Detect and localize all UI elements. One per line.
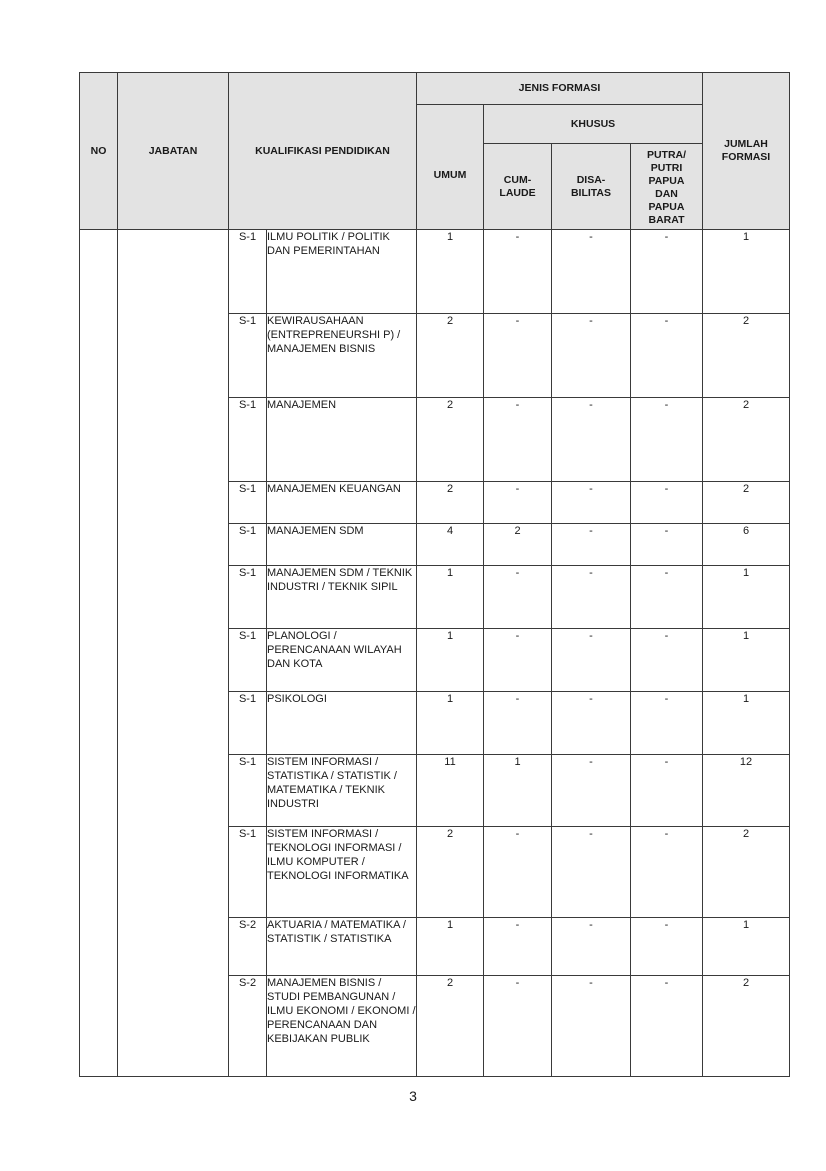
umum-cell: 1: [417, 692, 484, 755]
papua-cell: -: [631, 755, 703, 827]
umum-cell: 2: [417, 482, 484, 524]
papua-cell: -: [631, 566, 703, 629]
disabilitas-cell: -: [552, 524, 631, 566]
umum-cell: 1: [417, 629, 484, 692]
level-cell: S-1: [229, 566, 267, 629]
level-cell: S-1: [229, 629, 267, 692]
jumlah-cell: 6: [703, 524, 790, 566]
header-umum: UMUM: [417, 105, 484, 230]
papua-cell: -: [631, 314, 703, 398]
jumlah-cell: 2: [703, 314, 790, 398]
papua-cell: -: [631, 398, 703, 482]
cumlaude-cell: -: [484, 566, 552, 629]
disabilitas-cell: -: [552, 976, 631, 1077]
level-cell: S-1: [229, 398, 267, 482]
umum-cell: 2: [417, 976, 484, 1077]
umum-cell: 1: [417, 230, 484, 314]
jumlah-cell: 1: [703, 918, 790, 976]
page-number: 3: [409, 1088, 417, 1104]
header-kualifikasi: KUALIFIKASI PENDIDIKAN: [229, 73, 417, 230]
disabilitas-cell: -: [552, 692, 631, 755]
level-cell: S-1: [229, 827, 267, 918]
header-jumlah: JUMLAH FORMASI: [703, 73, 790, 230]
disabilitas-cell: -: [552, 314, 631, 398]
kualifikasi-cell: AKTUARIA / MATEMATIKA / STATISTIK / STATISTIKA: [267, 918, 417, 976]
cumlaude-cell: -: [484, 692, 552, 755]
kualifikasi-cell: MANAJEMEN SDM: [267, 524, 417, 566]
papua-cell: -: [631, 918, 703, 976]
kualifikasi-cell: PLANOLOGI / PERENCANAAN WILAYAH DAN KOTA: [267, 629, 417, 692]
level-cell: S-1: [229, 482, 267, 524]
header-cumlaude: CUM- LAUDE: [484, 144, 552, 230]
level-cell: S-1: [229, 314, 267, 398]
disabilitas-cell: -: [552, 827, 631, 918]
cumlaude-cell: -: [484, 827, 552, 918]
level-cell: S-1: [229, 755, 267, 827]
level-cell: S-1: [229, 692, 267, 755]
cumlaude-cell: -: [484, 314, 552, 398]
cumlaude-cell: -: [484, 230, 552, 314]
level-cell: S-1: [229, 230, 267, 314]
table-row: [80, 230, 790, 314]
header-putra-putri-papua: PUTRA/ PUTRI PAPUA DAN PAPUA BARAT: [631, 144, 703, 230]
level-cell: S-2: [229, 918, 267, 976]
disabilitas-cell: -: [552, 566, 631, 629]
header-jabatan: JABATAN: [118, 73, 229, 230]
cumlaude-cell: -: [484, 629, 552, 692]
kualifikasi-cell: MANAJEMEN: [267, 398, 417, 482]
papua-cell: -: [631, 692, 703, 755]
jumlah-cell: 2: [703, 827, 790, 918]
papua-cell: -: [631, 827, 703, 918]
kualifikasi-cell: MANAJEMEN BISNIS / STUDI PEMBANGUNAN / ILMU EKONOMI / EKONOMI / PERENCANAAN DAN KEBIJAKAN PUBLIK: [267, 976, 417, 1077]
formasi-table: [79, 72, 790, 1077]
disabilitas-cell: -: [552, 629, 631, 692]
papua-cell: -: [631, 482, 703, 524]
disabilitas-cell: -: [552, 230, 631, 314]
header-no: NO: [80, 73, 118, 230]
kualifikasi-cell: ILMU POLITIK / POLITIK DAN PEMERINTAHAN: [267, 230, 417, 314]
header-disabilitas: DISA- BILITAS: [552, 144, 631, 230]
papua-cell: -: [631, 976, 703, 1077]
kualifikasi-cell: MANAJEMEN SDM / TEKNIK INDUSTRI / TEKNIK SIPIL: [267, 566, 417, 629]
umum-cell: 1: [417, 918, 484, 976]
umum-cell: 11: [417, 755, 484, 827]
jumlah-cell: 2: [703, 482, 790, 524]
cumlaude-cell: -: [484, 918, 552, 976]
kualifikasi-cell: SISTEM INFORMASI / TEKNOLOGI INFORMASI / ILMU KOMPUTER / TEKNOLOGI INFORMATIKA: [267, 827, 417, 918]
papua-cell: -: [631, 629, 703, 692]
kualifikasi-cell: KEWIRAUSAHAAN (ENTREPRENEURSHI P) / MANAJEMEN BISNIS: [267, 314, 417, 398]
header-jenis-formasi: JENIS FORMASI: [417, 73, 703, 105]
papua-cell: -: [631, 524, 703, 566]
papua-cell: -: [631, 230, 703, 314]
jumlah-cell: 1: [703, 692, 790, 755]
jumlah-cell: 2: [703, 398, 790, 482]
umum-cell: 2: [417, 398, 484, 482]
umum-cell: 2: [417, 827, 484, 918]
cumlaude-cell: 2: [484, 524, 552, 566]
kualifikasi-cell: PSIKOLOGI: [267, 692, 417, 755]
umum-cell: 4: [417, 524, 484, 566]
kualifikasi-cell: SISTEM INFORMASI / STATISTIKA / STATISTIK / MATEMATIKA / TEKNIK INDUSTRI: [267, 755, 417, 827]
umum-cell: 1: [417, 566, 484, 629]
cumlaude-cell: -: [484, 398, 552, 482]
no-cell: [80, 230, 118, 1077]
cumlaude-cell: -: [484, 482, 552, 524]
level-cell: S-1: [229, 524, 267, 566]
cumlaude-cell: 1: [484, 755, 552, 827]
header-khusus: KHUSUS: [484, 105, 703, 144]
umum-cell: 2: [417, 314, 484, 398]
cumlaude-cell: -: [484, 976, 552, 1077]
disabilitas-cell: -: [552, 755, 631, 827]
level-cell: S-2: [229, 976, 267, 1077]
jumlah-cell: 12: [703, 755, 790, 827]
kualifikasi-cell: MANAJEMEN KEUANGAN: [267, 482, 417, 524]
disabilitas-cell: -: [552, 918, 631, 976]
jumlah-cell: 1: [703, 230, 790, 314]
jabatan-cell: [118, 230, 229, 1077]
disabilitas-cell: -: [552, 482, 631, 524]
disabilitas-cell: -: [552, 398, 631, 482]
jumlah-cell: 1: [703, 629, 790, 692]
jumlah-cell: 1: [703, 566, 790, 629]
jumlah-cell: 2: [703, 976, 790, 1077]
